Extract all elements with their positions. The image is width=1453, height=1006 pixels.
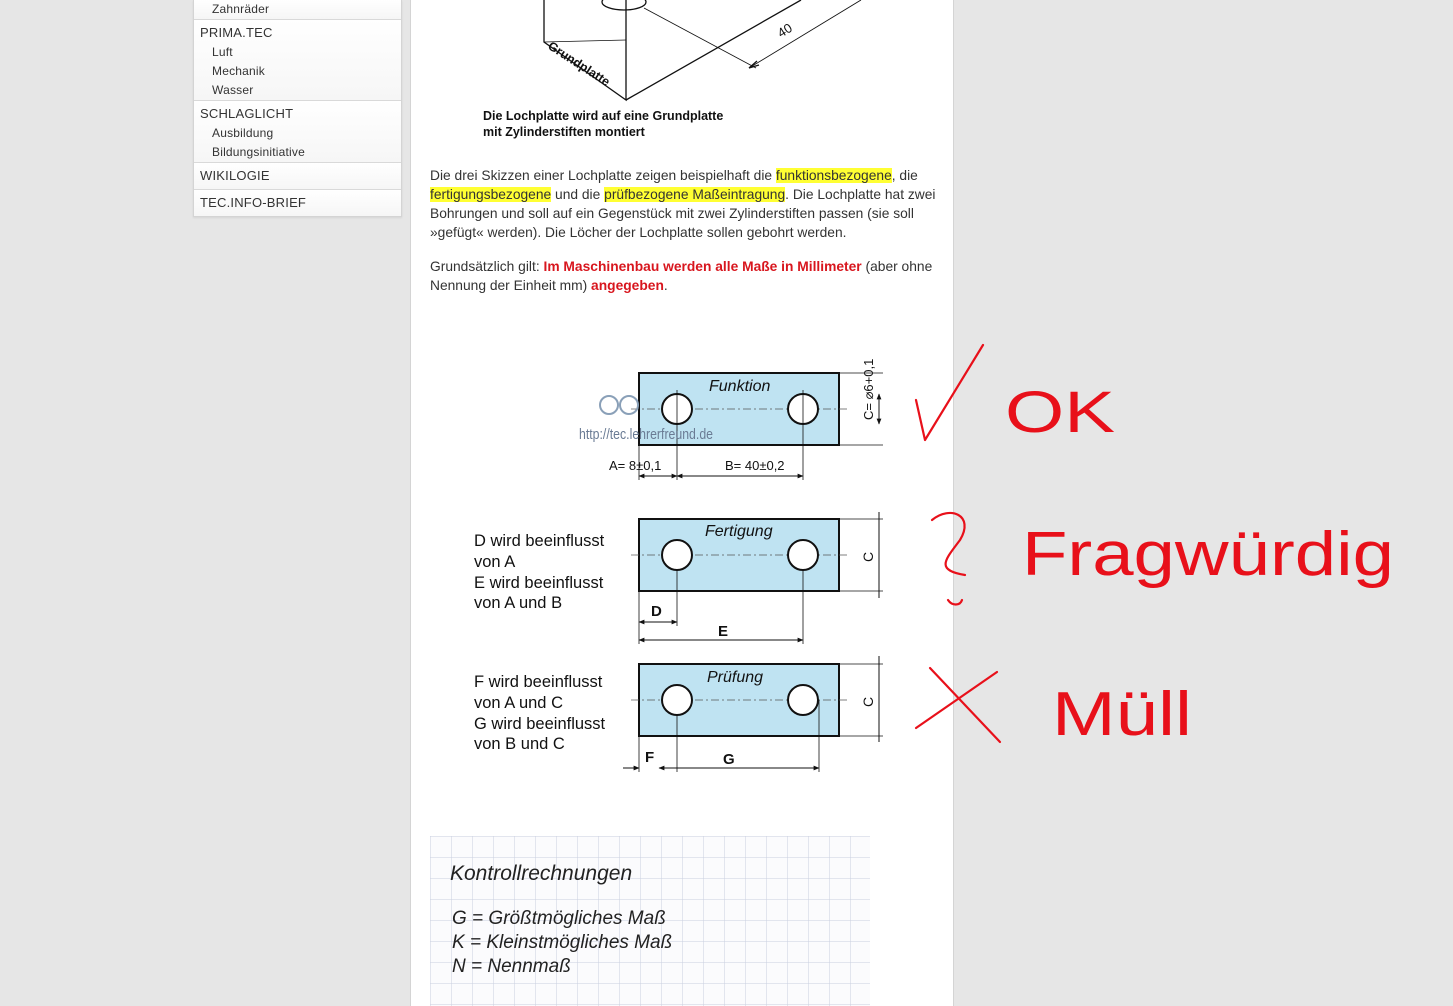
article-column xyxy=(410,0,954,1006)
hole-left xyxy=(662,685,692,715)
nav-item-luft[interactable]: Luft xyxy=(212,45,233,59)
rule-emphasis-2: angegeben xyxy=(591,278,664,293)
rule-text-2: (aber ohne Nennung der Einheit mm) xyxy=(430,259,933,293)
label-c: C xyxy=(860,551,876,562)
highlight-funktionsbezogene: funktionsbezogene xyxy=(775,168,892,183)
label-d: D xyxy=(651,603,662,620)
plate-funktion xyxy=(579,359,883,480)
logo-ring xyxy=(620,396,638,414)
nav-heading-wikilogie[interactable]: WIKILOGIE xyxy=(200,168,270,183)
dimensioning-diagram xyxy=(411,320,955,790)
intro-text-1: Die drei Skizzen einer Lochplatte zeigen beispielhaft die xyxy=(430,168,776,183)
nav-group-tecinfobrief xyxy=(194,190,401,216)
extension-line xyxy=(644,8,756,68)
hole-right xyxy=(788,685,818,715)
plate-fertigung-title: Fertigung xyxy=(705,523,773,540)
hole-right xyxy=(788,540,818,570)
plate-pruefung xyxy=(474,656,883,772)
nav-group-primatec xyxy=(194,20,401,101)
nav-heading-primatec[interactable]: PRIMA.TEC xyxy=(200,25,273,40)
note-line: F wird beeinflusst xyxy=(474,673,603,691)
label-c: C xyxy=(860,696,876,707)
intro-text-3: und die xyxy=(551,187,605,202)
label-g: G xyxy=(723,751,735,768)
nav-item-zahnraeder[interactable]: Zahnräder xyxy=(212,2,270,16)
highlight-pruefbezogene: prüfbezogene Maßeintragung xyxy=(604,187,786,202)
plate-pruefung-title: Prüfung xyxy=(707,669,764,686)
annotation-fragwuerdig: Fragwürdig xyxy=(1022,520,1394,589)
grundplatte-figure xyxy=(411,0,955,145)
label-f: F xyxy=(645,749,655,766)
hole-left xyxy=(662,540,692,570)
notes-heading: Kontrollrechnungen xyxy=(450,862,633,885)
note-line: von A und C xyxy=(474,694,563,712)
note-line: G wird beeinflusst xyxy=(474,715,606,733)
rule-emphasis-1: Im Maschinenbau werden alle Maße in Millimeter xyxy=(543,259,862,274)
sidebar-nav xyxy=(193,0,402,217)
nav-group-wikilogie xyxy=(194,163,401,190)
rule-text-1: Grundsätzlich gilt: xyxy=(430,259,544,274)
nav-heading-tecinfobrief[interactable]: TEC.INFO-BRIEF xyxy=(200,195,307,210)
figure-caption-line2: mit Zylinderstiften montiert xyxy=(483,125,645,139)
nav-item-mechanik[interactable]: Mechanik xyxy=(212,64,265,78)
label-e: E xyxy=(718,623,729,640)
rule-paragraph xyxy=(430,257,938,295)
dimension-line-40 xyxy=(749,0,861,68)
label-b: B= 40±0,2 xyxy=(725,458,785,473)
logo-ring xyxy=(600,396,618,414)
annotation-ok: OK xyxy=(1005,380,1116,445)
nav-group-zahnraeder xyxy=(194,0,401,20)
intro-paragraph xyxy=(430,166,938,242)
rule-text-3: . xyxy=(663,278,668,293)
hole-outline xyxy=(602,0,646,10)
label-a: A= 8±0,1 xyxy=(609,458,662,473)
nav-item-bildungsinitiative[interactable]: Bildungsinitiative xyxy=(212,145,305,159)
intro-text-4: . Die Lochplatte hat zwei Bohrungen und soll auf ein Gegenstück mit zwei Zylinderstiften passen (sie soll »gefügt« werden). Die Löcher der Lochplatte sollen gebohrt werden. xyxy=(430,187,936,240)
nav-item-ausbildung[interactable]: Ausbildung xyxy=(212,126,274,140)
highlight-fertigungsbezogene: fertigungsbezogene xyxy=(430,187,552,202)
notes-line: G = Größtmögliches Maß xyxy=(452,908,666,929)
watermark-url: http://tec.lehrerfreund.de xyxy=(579,426,713,443)
intro-text-2: , die xyxy=(891,168,918,183)
nav-item-wasser[interactable]: Wasser xyxy=(212,83,254,97)
note-line: von A xyxy=(474,553,516,571)
plate-funktion-title: Funktion xyxy=(709,378,771,395)
note-line: von A und B xyxy=(474,594,563,612)
figure-caption-line1: Die Lochplatte wird auf eine Grundplatte xyxy=(483,109,724,123)
nav-heading-schlaglicht[interactable]: SCHLAGLICHT xyxy=(200,106,294,121)
notes-line: K = Kleinstmögliches Maß xyxy=(452,932,673,953)
note-line: E wird beeinflusst xyxy=(474,574,604,592)
grundplatte-label: Grundplatte xyxy=(545,38,613,90)
note-line: D wird beeinflusst xyxy=(474,532,605,550)
notes-line: N = Nennmaß xyxy=(452,956,571,977)
annotation-muell: Müll xyxy=(1052,680,1192,749)
note-line: von B und C xyxy=(474,735,565,753)
dimension-text-40: 40 xyxy=(774,20,795,41)
plate-top-edge xyxy=(626,0,801,100)
notes-grid-image xyxy=(430,836,870,1006)
plate-fertigung xyxy=(474,512,883,644)
nav-group-schlaglicht xyxy=(194,101,401,163)
label-c: C= ⌀6+0,1 xyxy=(861,358,876,420)
